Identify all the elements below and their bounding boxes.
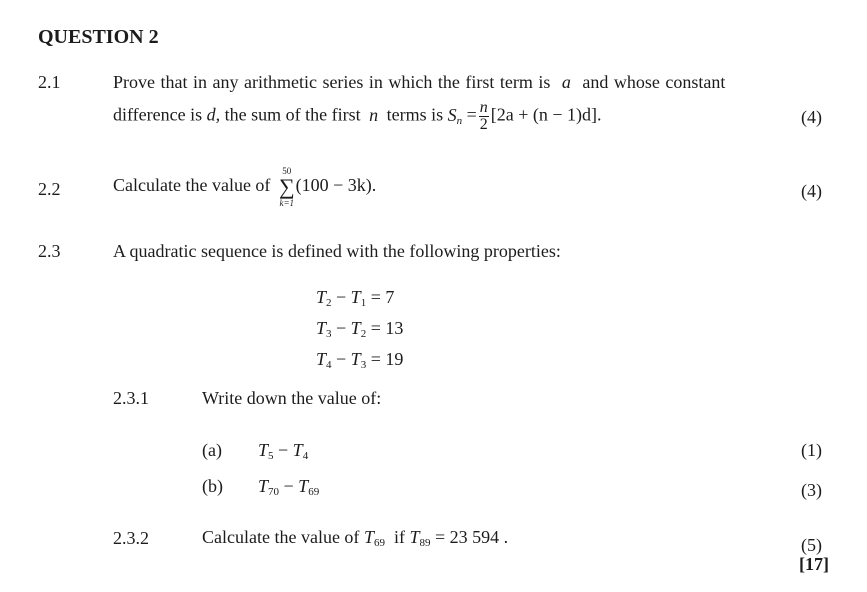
minus: −: [336, 287, 347, 307]
t: T: [409, 527, 420, 547]
question-2-3-1-text: Write down the value of:: [202, 388, 382, 408]
marks-2-3-2: (5): [801, 535, 822, 555]
equation-row: [316, 316, 403, 347]
t: T: [292, 440, 303, 460]
marks-part-b: (3): [801, 480, 822, 500]
sub: 69: [308, 486, 320, 498]
sum-lower: k=1: [279, 198, 295, 208]
equals: =: [466, 104, 477, 125]
fraction: [479, 100, 489, 133]
expression: (100 − 3k).: [295, 175, 377, 196]
value: = 7: [370, 287, 395, 307]
value: = 19: [370, 349, 404, 369]
question-2-1-line-2: [113, 100, 602, 133]
text: Calculate the value of: [113, 175, 271, 196]
sub: 2: [360, 328, 367, 340]
sub: 2: [326, 297, 332, 309]
numerator: n: [479, 99, 488, 116]
t: T: [350, 318, 361, 338]
question-number-2-1: 2.1: [38, 72, 61, 92]
formula-rhs: [2a + (n − 1)d].: [490, 104, 602, 125]
total-marks: [17]: [799, 554, 829, 574]
value: = 13: [370, 318, 404, 338]
t: T: [350, 349, 361, 369]
text: the sum of the first: [224, 104, 361, 125]
t: T: [258, 440, 269, 460]
minus: −: [336, 318, 347, 338]
summation: [279, 166, 295, 208]
question-number-2-3: 2.3: [38, 241, 61, 261]
s: S: [447, 104, 457, 125]
sum-upper: 50: [282, 166, 292, 176]
part-b-label: (b): [202, 476, 223, 496]
sub: 1: [360, 297, 367, 309]
sigma-icon: ∑: [278, 174, 295, 199]
marks-part-a: (1): [801, 440, 822, 460]
sub-n: n: [456, 114, 463, 127]
sub: 3: [326, 328, 332, 340]
t: T: [258, 476, 269, 496]
marks-2-2: (4): [801, 181, 822, 201]
t: T: [316, 287, 327, 307]
text: terms is: [386, 104, 444, 125]
var-a: a: [561, 72, 571, 92]
part-b-expression: [258, 476, 319, 498]
part-a-label: (a): [202, 440, 222, 460]
denominator: 2: [479, 116, 488, 133]
sub: 4: [302, 450, 309, 462]
sub: 69: [373, 537, 385, 549]
t: T: [363, 527, 374, 547]
text: Calculate the value of: [202, 527, 360, 547]
question-title: QUESTION 2: [38, 26, 159, 48]
if: if: [393, 527, 405, 547]
t: T: [298, 476, 309, 496]
question-number-2-2: 2.2: [38, 179, 61, 199]
t: T: [316, 349, 327, 369]
sub: 70: [268, 486, 280, 498]
question-number-2-3-2: 2.3.2: [113, 528, 149, 548]
text: and whose constant: [582, 72, 726, 92]
sub: 89: [419, 537, 431, 549]
text: Prove that in any arithmetic series in which the first term is: [113, 72, 551, 92]
minus: −: [336, 349, 347, 369]
minus: −: [278, 440, 289, 460]
question-2-3-2-text: [202, 527, 508, 549]
marks-2-1: (4): [801, 107, 822, 127]
question-2-2-text: [113, 166, 376, 208]
sub: 5: [268, 450, 274, 462]
equation-row: [316, 347, 403, 378]
sub: 3: [360, 359, 367, 371]
part-a-expression: [258, 440, 308, 462]
text: difference is: [113, 104, 203, 125]
question-2-1-line-1: [113, 72, 725, 93]
t: T: [350, 287, 361, 307]
equation-block: [316, 285, 403, 378]
var-d: d,: [206, 104, 221, 125]
formula-sn: [448, 105, 463, 125]
sub: 4: [326, 359, 332, 371]
value: = 23 594 .: [434, 527, 509, 547]
equation-row: [316, 285, 403, 316]
t: T: [316, 318, 327, 338]
var-n: n: [369, 104, 379, 125]
question-2-3-text: A quadratic sequence is defined with the following properties:: [113, 241, 561, 261]
minus: −: [283, 476, 294, 496]
question-number-2-3-1: 2.3.1: [113, 388, 149, 408]
